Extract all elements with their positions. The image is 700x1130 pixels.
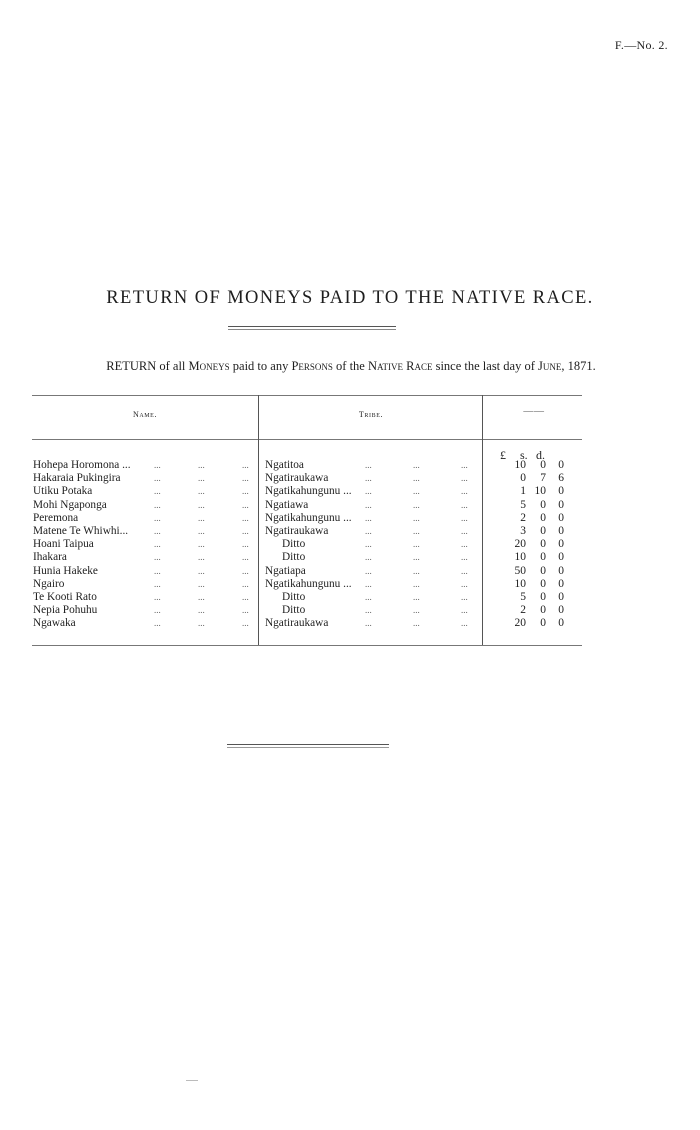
table-header-rule — [32, 439, 582, 440]
row-name: Peremona — [33, 511, 79, 524]
amount-pounds: 50 — [514, 564, 526, 577]
amount-shillings: 0 — [540, 564, 546, 577]
amount-pence: 0 — [558, 459, 564, 471]
table-row: Peremona ... ... ... Ngatikahungunu ... ... ... ... 2 0 0 — [33, 511, 564, 524]
row-name: Nepia Pohuhu — [33, 604, 98, 617]
amount-pounds: 5 — [520, 498, 526, 511]
unit-shillings: s. — [520, 448, 528, 462]
amount-shillings: 0 — [540, 577, 546, 590]
amount-pence: 6 — [558, 472, 564, 485]
intro-text-2: paid to any — [229, 359, 292, 373]
amount-pounds: 0 — [520, 472, 526, 485]
table-row: Ngairo ... ... ... Ngatikahungunu ... ... ... ... 10 0 0 — [33, 577, 564, 590]
row-name: Hohepa Horomona ... — [33, 459, 131, 471]
intro-moneys: Moneys — [188, 359, 230, 373]
intro-june: June — [538, 359, 562, 373]
row-tribe: Ngatiawa — [265, 498, 309, 511]
row-name: Ngawaka — [33, 617, 76, 630]
intro-persons: Persons — [291, 359, 333, 373]
table-row: Ngawaka ... ... ... Ngatiraukawa ... ... ... 20 0 0 — [33, 617, 564, 630]
intro-text-1: RETURN of all — [106, 359, 189, 373]
table-bottom-rule — [32, 645, 582, 646]
payments-table — [32, 395, 582, 645]
amount-pence: 0 — [558, 564, 564, 577]
row-tribe: Ngatikahungunu ... — [265, 511, 352, 524]
intro-text-5: , 1871. — [561, 359, 596, 373]
amount-pence: 0 — [558, 590, 564, 603]
row-name: Matene Te Whiwhi... — [33, 524, 129, 537]
row-tribe: Ditto — [282, 538, 306, 551]
row-tribe: Ditto — [282, 551, 306, 564]
amount-pounds: 1 — [520, 485, 526, 498]
row-tribe: Ngatiapa — [265, 564, 306, 577]
amount-shillings: 0 — [540, 604, 546, 617]
intro-native-race: Native Race — [367, 359, 433, 373]
amount-shillings: 0 — [540, 590, 546, 603]
amount-shillings: 7 — [540, 472, 546, 485]
amount-shillings: 0 — [540, 551, 546, 564]
row-tribe: Ditto — [282, 604, 306, 617]
row-tribe: Ngatitoa — [265, 459, 304, 471]
column-header-amount: —— — [523, 406, 545, 417]
amount-pounds: 2 — [520, 511, 526, 524]
column-header-tribe: Tribe. — [358, 410, 384, 419]
amount-pence: 0 — [558, 485, 564, 498]
row-tribe: Ditto — [282, 590, 306, 603]
amount-pounds: 10 — [514, 459, 526, 471]
column-header-name: Name. — [132, 410, 158, 419]
amount-pounds: 20 — [514, 538, 526, 551]
amount-shillings: 0 — [540, 511, 546, 524]
row-tribe: Ngatikahungunu ... — [265, 577, 352, 590]
row-name: Mohi Ngaponga — [33, 498, 107, 511]
table-top-rule — [32, 395, 582, 396]
row-tribe: Ngatiraukawa — [265, 524, 329, 537]
amount-pounds: 2 — [520, 604, 526, 617]
amount-pounds: 10 — [514, 551, 526, 564]
page-mark — [186, 1080, 198, 1081]
document-title: RETURN OF MONEYS PAID TO THE NATIVE RACE. — [106, 288, 594, 308]
amount-pence: 0 — [558, 551, 564, 564]
amount-shillings: 0 — [540, 617, 546, 630]
amount-pence: 0 — [558, 524, 564, 537]
amount-pounds: 5 — [520, 590, 526, 603]
amount-shillings: 0 — [540, 524, 546, 537]
row-tribe: Ngatikahungunu ... — [265, 485, 352, 498]
row-tribe: Ngatiraukawa — [265, 617, 329, 630]
row-name: Hoani Taipua — [33, 538, 94, 551]
table-row: Te Kooti Rato ... ... ... Ditto ... ... ... 5 0 0 — [33, 590, 564, 603]
table-row: Mohi Ngaponga ... ... ... Ngatiawa ... ... ... 5 0 0 — [33, 498, 564, 511]
footer-divider — [227, 744, 389, 745]
unit-pence: d. — [536, 448, 545, 462]
amount-pounds: 3 — [520, 524, 526, 537]
row-name: Te Kooti Rato — [33, 590, 97, 603]
amount-shillings: 0 — [540, 498, 546, 511]
row-name: Ngairo — [33, 577, 65, 590]
table-body — [32, 459, 602, 630]
amount-pence: 0 — [558, 577, 564, 590]
row-name: Hunia Hakeke — [33, 564, 98, 577]
table-row: Hoani Taipua ... ... ... Ditto ... ... ... 20 0 0 — [33, 538, 564, 551]
amount-pence: 0 — [558, 604, 564, 617]
amount-pounds: 20 — [514, 617, 526, 630]
table-row: Nepia Pohuhu ... ... ... Ditto ... ... ... 2 0 0 — [33, 604, 564, 617]
title-divider — [228, 326, 396, 327]
table-row: Hakaraia Pukingira ... ... ... Ngatiraukawa ... ... ... 0 7 6 — [33, 472, 564, 485]
row-tribe: Ngatiraukawa — [265, 472, 329, 485]
page-reference: F.—No. 2. — [614, 38, 668, 52]
amount-shillings: 0 — [540, 538, 546, 551]
intro-paragraph — [66, 359, 636, 373]
unit-pounds: £ — [500, 448, 506, 462]
row-name: Utiku Potaka — [33, 485, 93, 498]
table-row: Hohepa Horomona ... ... ... ... Ngatitoa ... ... ... 10 0 0 — [33, 459, 564, 471]
table-row: Utiku Potaka ... ... ... Ngatikahungunu ... ... ... ... 1 10 0 — [33, 485, 564, 498]
intro-text-3: of the — [332, 359, 368, 373]
table-row: Matene Te Whiwhi... ... ... ... Ngatiraukawa ... ... ... 3 0 0 — [33, 524, 564, 537]
amount-pence: 0 — [558, 538, 564, 551]
intro-text-4: since the last day of — [432, 359, 538, 373]
amount-pence: 0 — [558, 498, 564, 511]
table-row: Hunia Hakeke ... ... ... Ngatiapa ... ... ... 50 0 0 — [33, 564, 564, 577]
row-name: Ihakara — [33, 551, 67, 564]
amount-pence: 0 — [558, 511, 564, 524]
amount-shillings: 10 — [534, 485, 546, 498]
amount-pounds: 10 — [514, 577, 526, 590]
amount-pence: 0 — [558, 617, 564, 630]
table-row: Ihakara ... ... ... Ditto ... ... ... 10 0 0 — [33, 551, 564, 564]
row-name: Hakaraia Pukingira — [33, 472, 121, 485]
amount-shillings: 0 — [540, 459, 546, 471]
